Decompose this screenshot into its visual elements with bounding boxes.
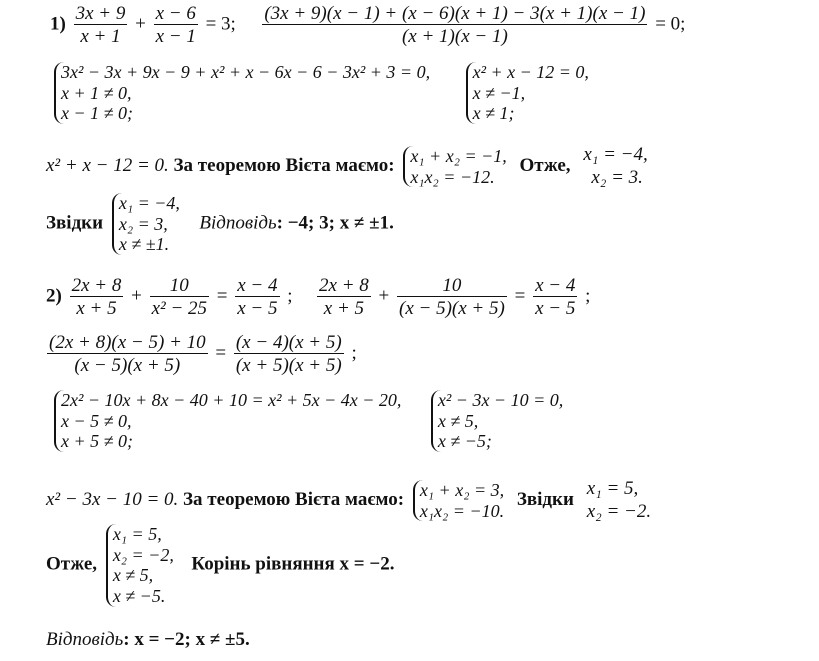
p1-vieta-line (46, 144, 648, 190)
p1-number: 1) (50, 13, 66, 35)
p2-zvidky: Звідки (516, 489, 574, 511)
p1-fraction-1-den: x + 1 (80, 26, 121, 47)
p2-b-fraction-3-den: x − 5 (535, 298, 576, 319)
p2-common-line (44, 333, 357, 375)
p1-systems-line (50, 62, 589, 124)
p2-final-line (46, 524, 394, 607)
p2-otzhe: Отже, (46, 553, 98, 575)
p1-fraction-1 (74, 4, 128, 46)
p1-zvidky: Звідки (46, 212, 104, 234)
p2-vieta-equation: x² − 3x − 10 = 0. (46, 489, 179, 511)
p2-a-fraction-1-num: 2x + 8 (71, 275, 122, 296)
p1-final-line (46, 193, 394, 255)
p2-roots (587, 478, 651, 524)
p2-root-text: Корінь рівняння x = −2. (191, 553, 395, 575)
p2-a-fraction-2-den: x² − 25 (151, 298, 208, 319)
p1-answer-text: : −4; 3; x ≠ ±1. (276, 212, 394, 234)
p2-c-fraction-1-den: (x − 5)(x + 5) (74, 355, 181, 376)
p1-answer-label: Відповідь (199, 212, 277, 234)
p1-plus: + (135, 13, 146, 35)
p1-system-2-row: x² + x − 12 = 0, (472, 62, 589, 82)
p2-b-fraction-3 (533, 276, 577, 318)
p2-a-fraction-3 (235, 276, 279, 318)
p1-system-1 (54, 62, 430, 124)
p2-answer-line (46, 630, 250, 649)
p1-fraction-2 (154, 4, 198, 46)
p2-root: x₂ = −2. (586, 500, 652, 522)
p1-vieta-row: x₁ + x₂ = −1, (410, 146, 507, 167)
p2-b-fraction-1-num: 2x + 8 (319, 275, 369, 296)
p2-b-plus: + (378, 285, 390, 307)
p1-system-2 (466, 62, 589, 124)
p2-vieta-row: x₁x₂ = −10. (419, 500, 505, 521)
p2-system-2-row: x ≠ 5, (437, 410, 479, 431)
p1-otzhe: Отже, (519, 155, 571, 177)
p2-system-1 (54, 390, 401, 452)
p2-a-equals: = (216, 285, 228, 307)
p1-combined-fraction (262, 4, 647, 46)
p2-c-fraction-2-num: (x − 4)(x + 5) (235, 332, 342, 353)
p1-fraction-1-num: 3x + 9 (75, 3, 126, 24)
p2-b-fraction-1-den: x + 5 (323, 298, 365, 319)
p1-roots (583, 144, 647, 190)
p2-final-row: x₁ = 5, (112, 524, 162, 544)
p2-b-equals: = (514, 285, 526, 307)
p2-final-row: x ≠ 5, (112, 565, 154, 586)
p2-c-fraction-1 (47, 333, 208, 375)
p2-system-1-row: x + 5 ≠ 0; (61, 431, 134, 452)
p2-c-fraction-1-num: (2x + 8)(x − 5) + 10 (49, 332, 206, 353)
p2-systems-line (50, 390, 563, 452)
p2-vieta-system (413, 480, 504, 521)
p2-a-sep: ; (287, 285, 293, 307)
p1-system-2-row: x ≠ −1, (472, 82, 526, 103)
p2-root: x₁ = 5, (586, 478, 639, 499)
p1-system-1-row: x − 1 ≠ 0; (61, 103, 134, 124)
p2-b-fraction-1 (317, 276, 371, 318)
p2-system-1-row: 2x² − 10x + 8x − 40 + 10 = x² + 5x − 4x − 20, (61, 390, 402, 410)
p2-b-fraction-2-den: (x − 5)(x + 5) (399, 298, 505, 319)
p2-a-fraction-3-den: x − 5 (237, 298, 278, 319)
p1-fraction-2-num: x − 6 (155, 3, 196, 24)
p2-number: 2) (46, 285, 62, 307)
p1-final-row: x₂ = 3, (118, 213, 168, 234)
p2-a-fraction-2 (150, 276, 209, 318)
p1-combined-num: (3x + 9)(x − 1) + (x − 6)(x + 1) − 3(x + 1)(x − 1) (264, 3, 646, 24)
p2-b-fraction-2 (397, 276, 507, 318)
p2-a-plus: + (131, 285, 142, 307)
p2-system-2-row: x² − 3x − 10 = 0, (437, 390, 564, 410)
p2-system-2 (431, 390, 563, 452)
p1-combined-den: (x + 1)(x − 1) (401, 26, 508, 47)
p1-final-row: x₁ = −4, (118, 193, 180, 213)
p2-c-equals: = (215, 342, 227, 364)
p2-a-fraction-1-den: x + 5 (76, 298, 117, 319)
p2-system-2-row: x ≠ −5; (437, 431, 492, 452)
p1-system-1-row: 3x² − 3x + 9x − 9 + x² + x − 6x − 6 − 3x² + 3 = 0, (61, 62, 431, 82)
p1-vieta-row: x₁x₂ = −12. (410, 166, 495, 187)
p1-final-system (112, 193, 180, 255)
p2-final-row: x₂ = −2, (112, 544, 174, 565)
p1-fraction-2-den: x − 1 (155, 26, 196, 47)
p1-vieta-system (403, 146, 506, 187)
p1-system-2-row: x ≠ 1; (472, 103, 515, 124)
p2-system-1-row: x − 5 ≠ 0, (61, 410, 132, 431)
p1-system-1-row: x + 1 ≠ 0, (61, 82, 132, 103)
p2-c-fraction-2-den: (x + 5)(x + 5) (235, 355, 342, 376)
p2-b-fraction-2-num: 10 (397, 276, 507, 297)
p2-c-sep: ; (351, 342, 357, 364)
p2-final-row: x ≠ −5. (112, 586, 166, 607)
p2-equation-line (46, 276, 590, 318)
p1-final-row: x ≠ ±1. (118, 234, 170, 255)
p1-equation-line (50, 4, 685, 46)
p2-vieta-row: x₁ + x₂ = 3, (419, 480, 505, 501)
p2-c-fraction-2 (234, 333, 344, 375)
p2-final-system (106, 524, 174, 607)
p1-root: x₂ = 3. (591, 166, 643, 188)
p2-answer-text: : x = −2; x ≠ ±5. (123, 629, 250, 650)
p2-vieta-text: За теоремою Вієта маємо: (183, 489, 405, 511)
p1-vieta-equation: x² + x − 12 = 0. (46, 155, 169, 177)
p1-rhs: = 3; (205, 13, 236, 35)
p2-answer-label: Відповідь (46, 629, 124, 650)
p2-a-fraction-1 (70, 276, 124, 318)
p2-b-fraction-3-num: x − 4 (535, 275, 576, 296)
p1-combined-rhs: = 0; (655, 13, 686, 35)
p2-a-fraction-3-num: x − 4 (237, 275, 278, 296)
p2-vieta-line (46, 478, 651, 524)
p1-vieta-text: За теоремою Вієта маємо: (173, 155, 395, 177)
p2-b-sep: ; (585, 285, 591, 307)
p1-root: x₁ = −4, (583, 144, 648, 165)
p2-a-fraction-2-num: 10 (150, 276, 209, 297)
